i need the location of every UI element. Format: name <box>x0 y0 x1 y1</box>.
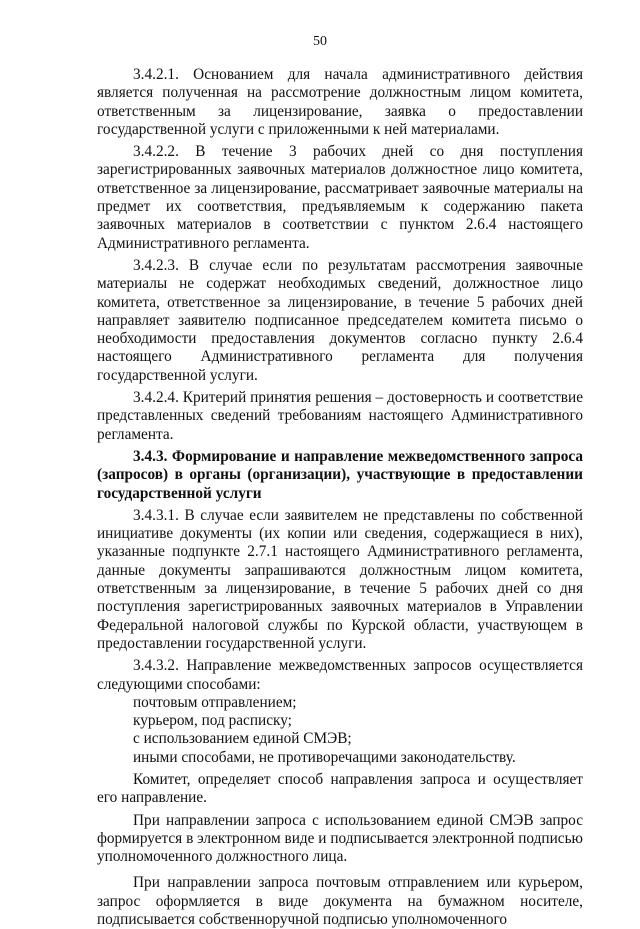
paragraph-3-4-2-2: 3.4.2.2. В течение 3 рабочих дней со дня поступления зарегистрированных заявочных материалов должностное лицо комитета, ответственное за лицензирование, рассматривает заявочные материалы на предмет их соответствия, предъявляемым к содержанию пакета заявочных материалов в соответствии с пунктом 2.6.4 настоящего Административного регламента. <box>97 143 583 252</box>
paragraph-3-4-2-4: 3.4.2.4. Критерий принятия решения – достоверность и соответствие представленных сведений требованиям настоящего Административного регламента. <box>97 389 583 443</box>
document-body <box>97 66 583 929</box>
list-item: с использованием единой СМЭВ; <box>133 730 352 748</box>
paragraph-smev: При направлении запроса с использованием единой СМЭВ запрос формируется в электронном виде и подписывается электронной подписью уполномоченного должностного лица. <box>97 811 583 866</box>
paragraph-3-4-3-1: 3.4.3.1. В случае если заявителем не представлены по собственной инициативе документы (их копии или сведения, содержащиеся в них), указанные подпункте 2.7.1 настоящего Административного регламента, данные документы запрашиваются должностным лицом комитета, ответственным за лицензирование, в течение 5 рабочих дней со дня поступления зарегистрированных заявочных материалов в Управлении Федеральной налоговой службы по Курской области, участвующем в предоставлении государственной услуги. <box>97 506 583 652</box>
paragraph-3-4-2-1: 3.4.2.1. Основанием для начала административного действия является полученная на рассмотрение должностным лицом комитета, ответственным за лицензирование, заявка о предоставлении государственной услуги с приложенными к ней материалами. <box>97 66 583 138</box>
list-item: иными способами, не противоречащими законодательству. <box>133 748 516 766</box>
section-heading-3-4-3: 3.4.3. Формирование и направление межведомственного запроса (запросов) в органы (организации), участвующие в предоставлении государственной услуги <box>97 447 583 502</box>
list-item: курьером, под расписку; <box>133 712 292 730</box>
paragraph-3-4-3-2: 3.4.3.2. Направление межведомственных запросов осуществляется следующими способами: <box>97 657 583 693</box>
paragraph-postal: При направлении запроса почтовым отправлением или курьером, запрос оформляется в виде документа на бумажном носителе, подписывается собственноручной подписью уполномоченного <box>97 874 583 929</box>
paragraph-method: Комитет, определяет способ направления запроса и осуществляет его направление. <box>97 770 583 807</box>
list-item: почтовым отправлением; <box>133 693 297 711</box>
paragraph-3-4-2-3: 3.4.2.3. В случае если по результатам рассмотрения заявочные материалы не содержат необходимых сведений, должностное лицо комитета, ответственное за лицензирование, в течение 5 рабочих дней направляет заявителю подписанное председателем комитета письмо о необходимости предоставления документов согласно пункту 2.6.4 настоящего Административного регламента для получения государственной услуги. <box>97 256 583 384</box>
page-number: 50 <box>313 34 327 49</box>
